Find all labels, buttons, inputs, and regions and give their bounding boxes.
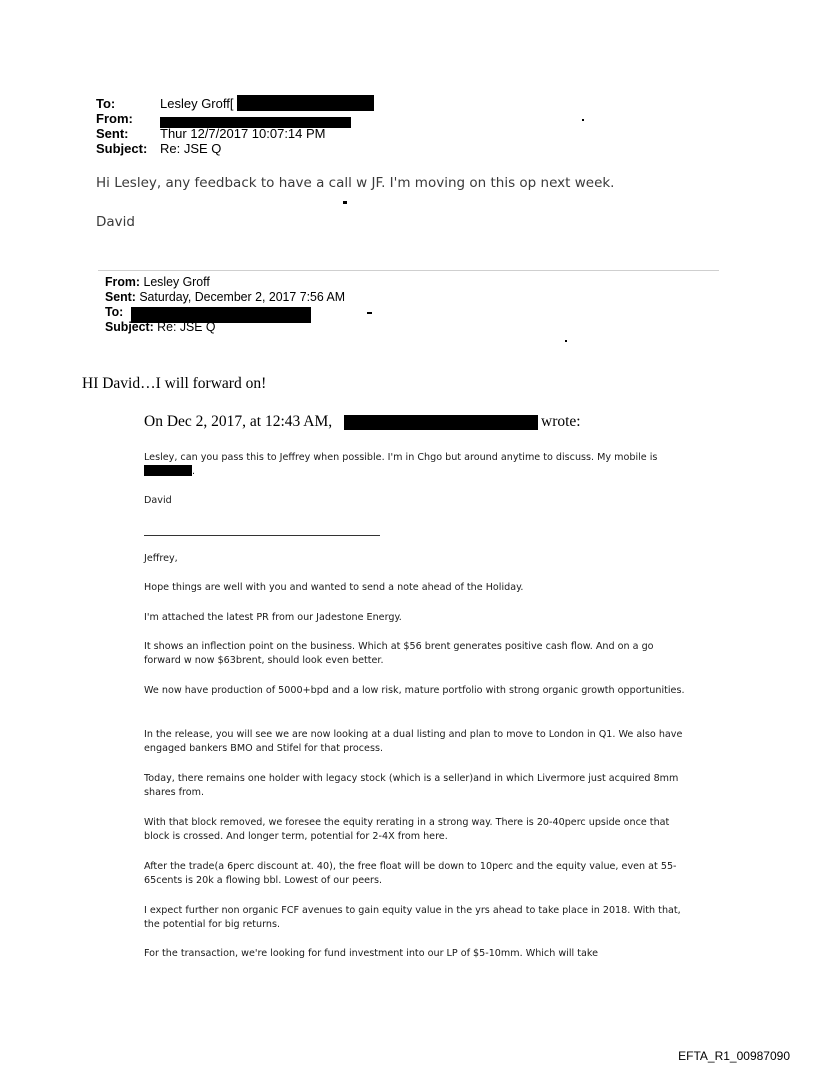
paragraph: For the transaction, we're looking for fund investment into our LP of $5-10mm. Which will take [144, 948, 598, 959]
quote-intro-text: On Dec 2, 2017, at 12:43 AM, [144, 413, 333, 430]
redaction-mark [343, 201, 347, 204]
from-line [105, 274, 210, 289]
subject-value: Re: JSE Q [160, 141, 222, 156]
to-value: Lesley Groff[ [160, 96, 234, 111]
paragraph: With that block removed, we foresee the equity rerating in a strong way. There is 20-40perc upside once that block is crossed. And longer term, potential for 2-4X from here. [144, 817, 670, 842]
quote-intro [144, 413, 332, 431]
email-signature: David [96, 214, 135, 230]
to-label: To: [96, 96, 116, 111]
sent-value: Thur 12/7/2017 10:07:14 PM [160, 126, 326, 141]
paragraph: I expect further non organic FCF avenues to gain equity value in the yrs ahead to take place in 2018. With that, the potential for big returns. [144, 905, 681, 930]
sent-label: Sent: [96, 126, 129, 141]
to-line [105, 304, 123, 319]
greeting: Jeffrey, [144, 553, 178, 564]
separator-line [98, 270, 719, 271]
from-value: Lesley Groff [143, 274, 210, 289]
sent-line [105, 289, 345, 304]
stray-mark [582, 119, 584, 121]
note-line: Lesley, can you pass this to Jeffrey when possible. I'm in Chgo but around anytime to discuss. My mobile is [144, 452, 658, 463]
redaction-block [344, 415, 538, 430]
from-label: From: [96, 111, 133, 126]
from-label: From: [105, 274, 141, 289]
paragraph: Today, there remains one holder with legacy stock (which is a seller)and in which Livermore just acquired 8mm shares from. [144, 773, 679, 798]
subject-line [105, 319, 216, 334]
stray-mark [565, 340, 567, 342]
subject-label: Subject: [105, 319, 154, 334]
redaction-block [144, 465, 192, 476]
document-id: EFTA_R1_00987090 [678, 1049, 790, 1063]
subject-value: Re: JSE Q [157, 319, 216, 334]
paragraph: We now have production of 5000+bpd and a low risk, mature portfolio with strong organic growth opportunities. [144, 685, 685, 696]
sent-label: Sent: [105, 289, 136, 304]
note-line-end: . [192, 466, 196, 477]
sent-value: Saturday, December 2, 2017 7:56 AM [139, 289, 346, 304]
subject-label: Subject: [96, 141, 148, 156]
to-label: To: [105, 304, 124, 319]
redaction-mark [367, 312, 372, 314]
paragraph: In the release, you will see we are now looking at a dual listing and plan to move to London in Q1. We also have engaged bankers BMO and Stifel for that process. [144, 729, 683, 754]
paragraph: After the trade(a 6perc discount at. 40), the free float will be down to 10perc and the equity value, even at 55-65cents is 20k a flowing bbl. Lowest of our peers. [144, 861, 677, 886]
quote-signature: David [144, 495, 172, 506]
paragraph: I'm attached the latest PR from our Jadestone Energy. [144, 612, 402, 623]
quote-divider [144, 535, 380, 536]
quote-intro-wrote: wrote: [541, 413, 581, 430]
redaction-block [237, 95, 374, 111]
email-body: Hi Lesley, any feedback to have a call w JF. I'm moving on this op next week. [96, 175, 615, 191]
paragraph: It shows an inflection point on the business. Which at $56 brent generates positive cash flow. And on a go forward w now $63brent, should look even better. [144, 641, 654, 666]
paragraph: Hope things are well with you and wanted to send a note ahead of the Holiday. [144, 582, 524, 593]
reply-body: HI David…I will forward on! [82, 375, 267, 392]
